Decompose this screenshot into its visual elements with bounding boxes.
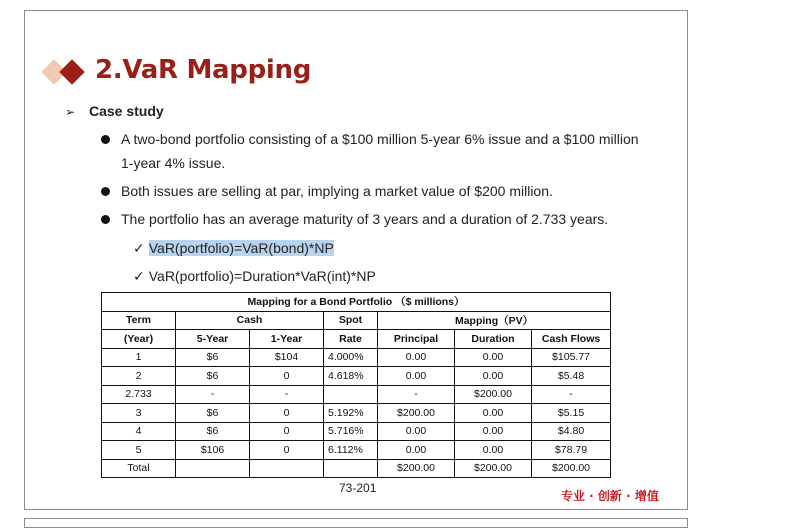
table-cell: $200.00 <box>532 459 611 478</box>
table-cell: 5.716% <box>324 422 378 441</box>
header-cash: Cash <box>176 311 324 330</box>
table-row <box>102 459 611 478</box>
header-spot: Spot <box>324 311 378 330</box>
slide <box>24 10 688 510</box>
table-cell: 1 <box>102 348 176 367</box>
table-cell: 0 <box>250 422 324 441</box>
diamond-dark-icon <box>59 59 84 84</box>
table-cell: 0.00 <box>455 404 532 423</box>
table-cell: 0.00 <box>455 348 532 367</box>
table-row <box>102 422 611 441</box>
table-cell: 0 <box>250 441 324 460</box>
table-cell: $6 <box>176 404 250 423</box>
table-cell <box>324 459 378 478</box>
table-cell: $6 <box>176 367 250 386</box>
bullet-dot-icon <box>101 215 110 224</box>
table-cell: $200.00 <box>455 459 532 478</box>
table-cell: 2.733 <box>102 385 176 404</box>
bullet-dot-icon <box>101 135 110 144</box>
header-mapping: Mapping（PV） <box>378 311 611 330</box>
table-cell <box>324 385 378 404</box>
table-row <box>102 348 611 367</box>
check-text: VaR(portfolio)=Duration*VaR(int)*NP <box>148 268 376 284</box>
table-cell: $5.15 <box>532 404 611 423</box>
table-cell: 4.000% <box>324 348 378 367</box>
header-term: Term <box>102 311 176 330</box>
table-cell: 0.00 <box>455 441 532 460</box>
table-cell: 0.00 <box>455 422 532 441</box>
check-item <box>133 240 334 257</box>
table-cell: $106 <box>176 441 250 460</box>
table-cell: $200.00 <box>378 404 455 423</box>
table-caption: Mapping for a Bond Portfolio （$ millions） <box>102 293 611 312</box>
table-cell: $200.00 <box>378 459 455 478</box>
table-cell: $6 <box>176 348 250 367</box>
table-row <box>102 441 611 460</box>
table-cell: 5.192% <box>324 404 378 423</box>
table-cell: $105.77 <box>532 348 611 367</box>
table-row <box>102 385 611 404</box>
check-text-highlighted[interactable]: VaR(portfolio)=VaR(bond)*NP <box>148 240 334 256</box>
case-study-label: Case study <box>89 103 164 119</box>
check-mark-icon: ✓ <box>133 240 145 256</box>
table-cell: - <box>176 385 250 404</box>
table-cell: - <box>250 385 324 404</box>
table-cell: 0.00 <box>378 422 455 441</box>
table-row <box>102 367 611 386</box>
bullet-item <box>101 207 641 231</box>
table-cell <box>250 459 324 478</box>
table-cell: 5 <box>102 441 176 460</box>
subheader-5-year: 5-Year <box>176 330 250 349</box>
table-cell: 4.618% <box>324 367 378 386</box>
table-cell: 0.00 <box>455 367 532 386</box>
table-cell: - <box>378 385 455 404</box>
table-cell: 0 <box>250 367 324 386</box>
table-cell <box>176 459 250 478</box>
case-study-heading <box>65 103 164 119</box>
subheader-rate: Rate <box>324 330 378 349</box>
table-cell: $6 <box>176 422 250 441</box>
subheader-1-year: 1-Year <box>250 330 324 349</box>
bullet-item <box>101 127 641 175</box>
check-mark-icon: ✓ <box>133 268 145 284</box>
table-cell: $104 <box>250 348 324 367</box>
table-cell: 4 <box>102 422 176 441</box>
bullet-text: The portfolio has an average maturity of 3 years and a duration of 2.733 years. <box>121 211 609 227</box>
table-cell: 6.112% <box>324 441 378 460</box>
table-cell: 3 <box>102 404 176 423</box>
table-cell: 0.00 <box>378 367 455 386</box>
next-slide-edge <box>24 518 688 528</box>
table-cell: 0.00 <box>378 441 455 460</box>
slide-title: 2.VaR Mapping <box>95 55 312 85</box>
bond-mapping-table <box>101 292 611 478</box>
table-cell: 0 <box>250 404 324 423</box>
table-cell: - <box>532 385 611 404</box>
check-item <box>133 268 376 285</box>
table-cell: $78.79 <box>532 441 611 460</box>
table-cell: $200.00 <box>455 385 532 404</box>
motto-logo: 专业 · 创新 · 增值 <box>561 489 659 503</box>
subheader-cash-flows: Cash Flows <box>532 330 611 349</box>
bullet-text: A two-bond portfolio consisting of a $100 million 5-year 6% issue and a $100 million 1-year 4% issue. <box>121 131 639 171</box>
table-cell: 2 <box>102 367 176 386</box>
bullet-item <box>101 179 641 203</box>
page-number: 73-201 <box>339 481 377 495</box>
subheader-duration: Duration <box>455 330 532 349</box>
arrow-bullet-icon: ➢ <box>65 105 76 119</box>
subheader-principal: Principal <box>378 330 455 349</box>
table-cell: $4.80 <box>532 422 611 441</box>
table-cell: Total <box>102 459 176 478</box>
table-cell: 0.00 <box>378 348 455 367</box>
table-row <box>102 404 611 423</box>
bullet-text: Both issues are selling at par, implying a market value of $200 million. <box>121 183 553 199</box>
bullet-dot-icon <box>101 187 110 196</box>
table-cell: $5.48 <box>532 367 611 386</box>
subheader-year: (Year) <box>102 330 176 349</box>
